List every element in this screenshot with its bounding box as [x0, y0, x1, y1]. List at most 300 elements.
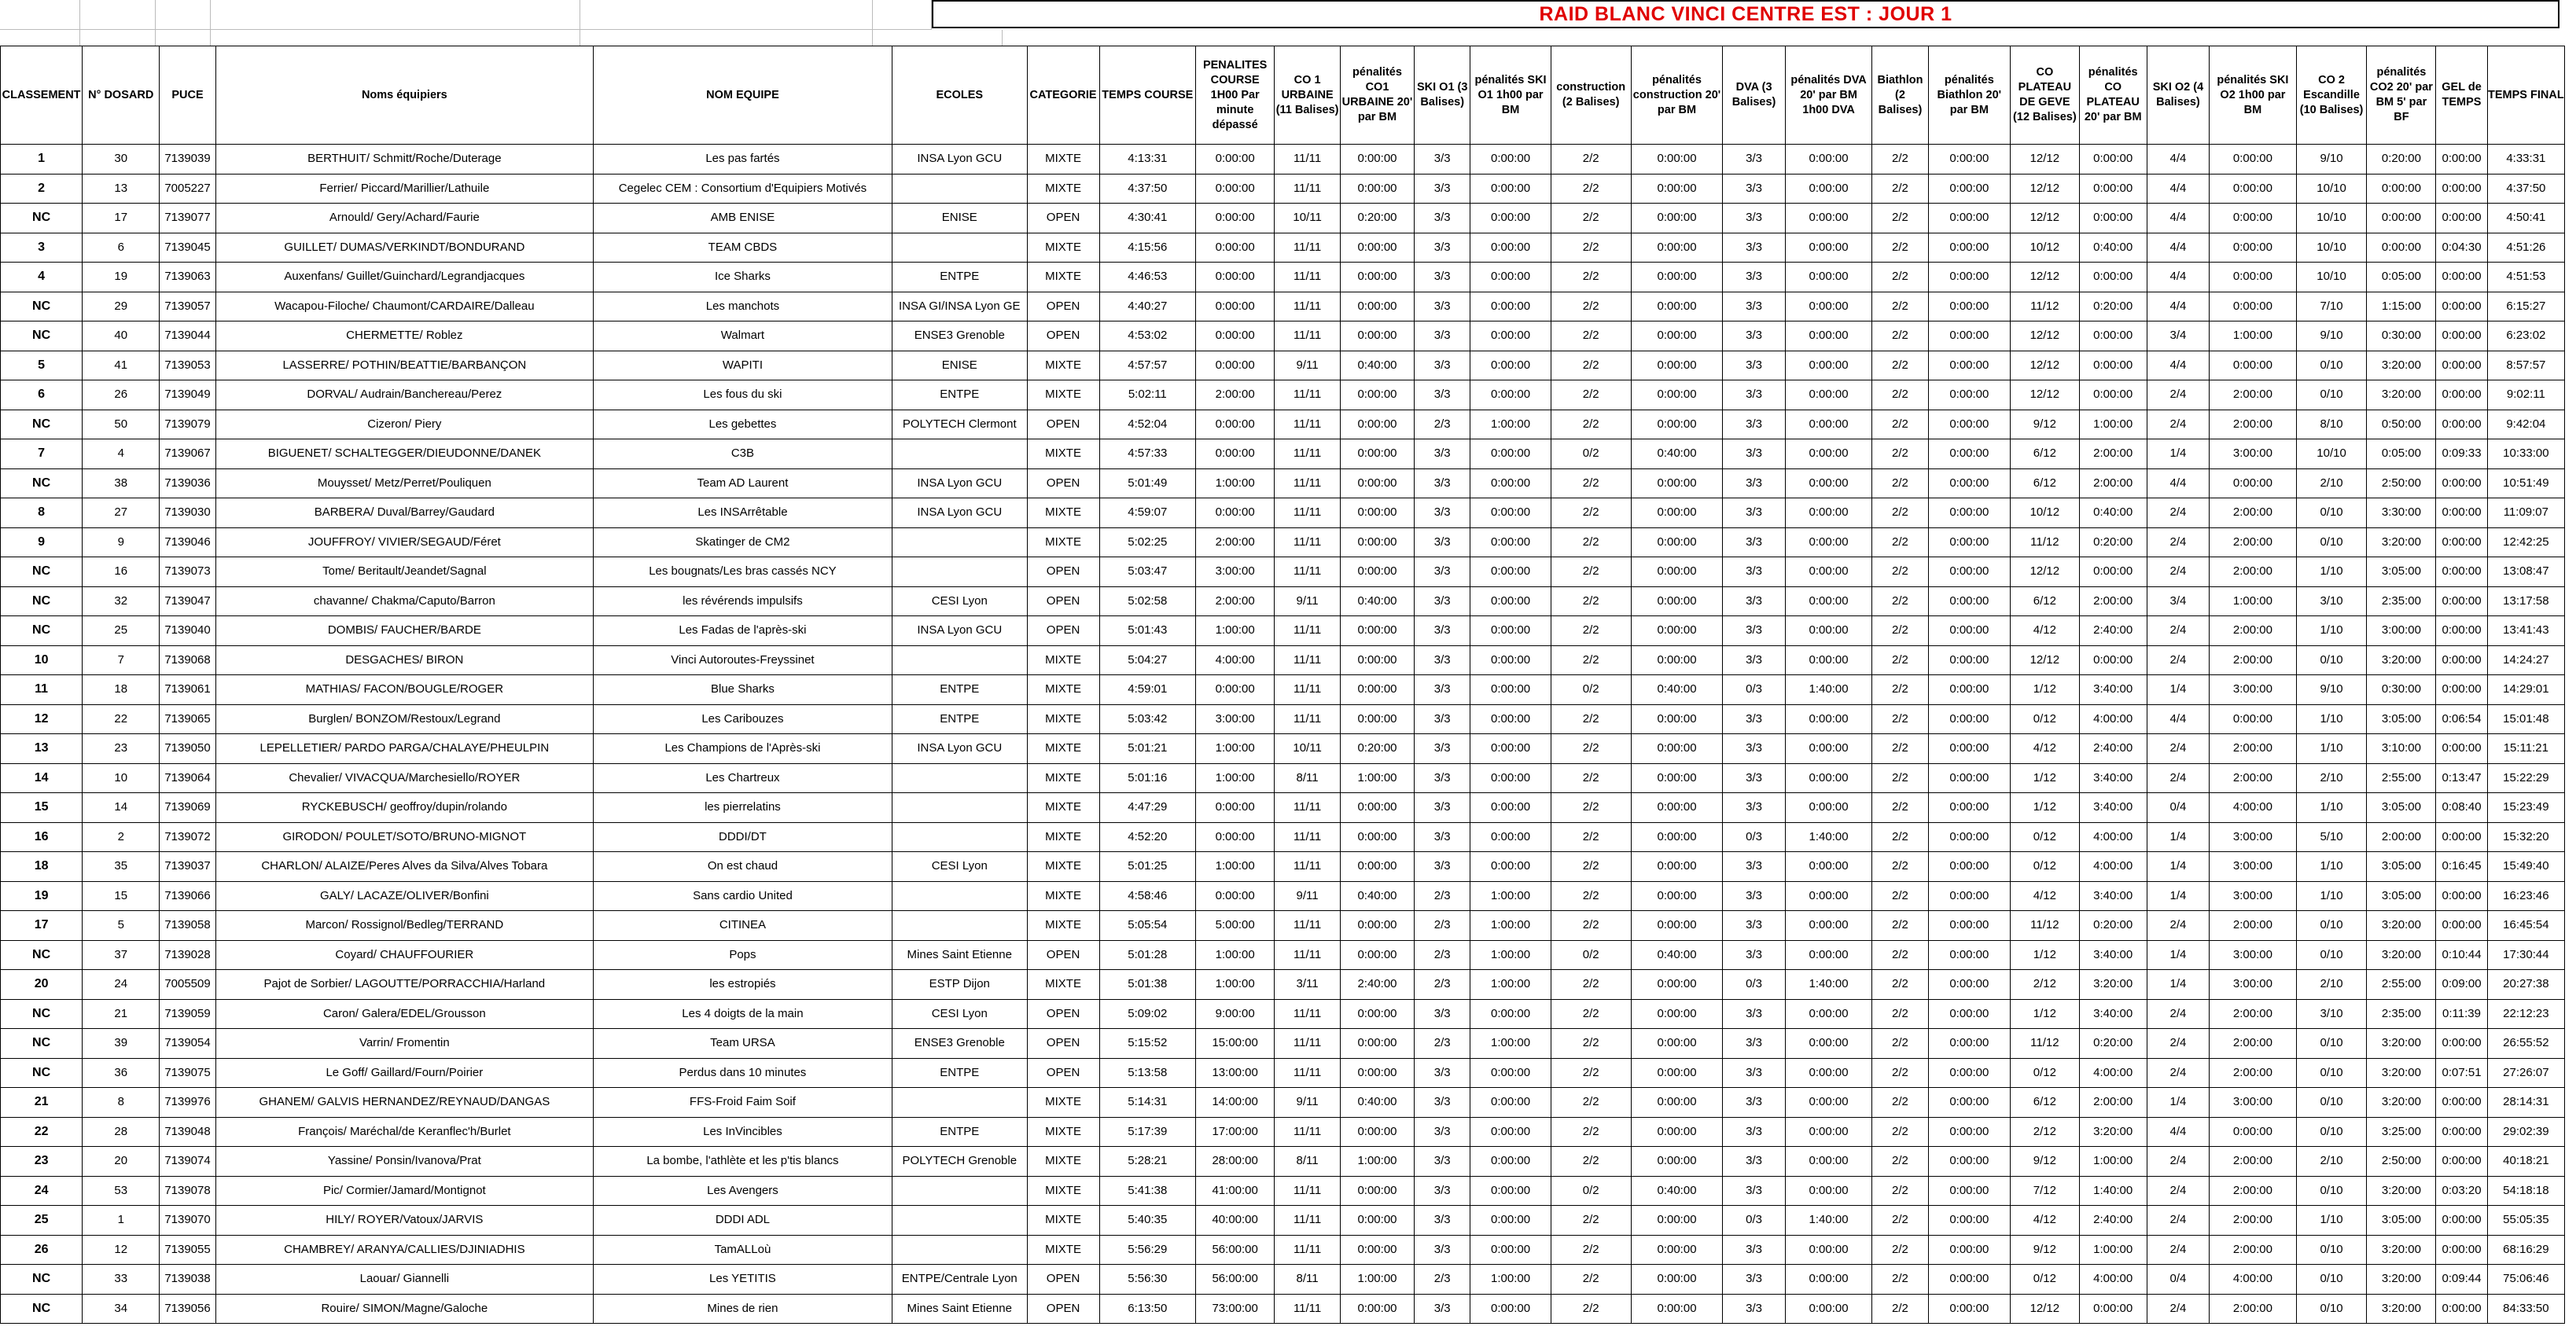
table-cell[interactable]: 11/11 [1275, 498, 1341, 528]
table-cell[interactable]: 3/3 [1723, 380, 1786, 410]
column-header[interactable]: SKI O2 (4 Balises) [2147, 46, 2210, 145]
table-cell[interactable]: 11/12 [2010, 527, 2079, 557]
table-cell[interactable]: 56:00:00 [1196, 1235, 1275, 1265]
table-cell[interactable]: 0:00:00 [1470, 852, 1551, 882]
table-cell[interactable]: 5:13:58 [1099, 1058, 1196, 1088]
table-cell[interactable]: 2/2 [1551, 1206, 1631, 1236]
table-cell[interactable]: 3/3 [1414, 1147, 1470, 1177]
table-cell[interactable]: 0:00:00 [1631, 1029, 1722, 1059]
table-cell[interactable]: 0:00:00 [1631, 704, 1722, 734]
table-cell[interactable]: 0:00:00 [2436, 1294, 2487, 1324]
table-cell[interactable]: 50 [83, 410, 160, 439]
table-cell[interactable]: Wacapou-Filoche/ Chaumont/CARDAIRE/Dalleau [215, 292, 593, 321]
table-cell[interactable]: 7139072 [160, 822, 216, 852]
table-cell[interactable]: 3:00:00 [2210, 852, 2296, 882]
table-cell[interactable]: François/ Maréchal/de Keranflec'h/Burlet [215, 1117, 593, 1147]
table-cell[interactable]: 9:00:00 [1196, 999, 1275, 1029]
table-cell[interactable]: 0:00:00 [1631, 233, 1722, 263]
table-cell[interactable]: Mines de rien [593, 1294, 892, 1324]
table-cell[interactable]: 7139048 [160, 1117, 216, 1147]
table-cell[interactable]: 2/2 [1872, 1117, 1929, 1147]
table-cell[interactable]: 0:00:00 [1785, 321, 1871, 351]
table-cell[interactable]: 0:00:00 [1631, 734, 1722, 764]
table-cell[interactable]: NC [1, 204, 83, 233]
table-cell[interactable]: 0:00:00 [1196, 439, 1275, 469]
table-cell[interactable]: 36 [83, 1058, 160, 1088]
table-cell[interactable]: 0:20:00 [1340, 204, 1414, 233]
table-cell[interactable]: Les Fadas de l'après-ski [593, 616, 892, 646]
table-cell[interactable]: 0:00:00 [1928, 586, 2010, 616]
table-cell[interactable]: NC [1, 557, 83, 587]
table-cell[interactable]: 0:03:20 [2436, 1176, 2487, 1206]
table-cell[interactable]: 4:46:53 [1099, 263, 1196, 292]
table-cell[interactable]: 2/4 [2147, 410, 2210, 439]
table-cell[interactable]: 0:00:00 [1470, 1058, 1551, 1088]
table-cell[interactable]: 2/2 [1551, 1088, 1631, 1118]
table-cell[interactable]: 3:00:00 [1196, 704, 1275, 734]
table-cell[interactable]: 7139070 [160, 1206, 216, 1236]
table-cell[interactable]: 0:00:00 [2436, 911, 2487, 941]
column-header[interactable]: GEL de TEMPS [2436, 46, 2487, 145]
table-cell[interactable]: 2/3 [1414, 1265, 1470, 1295]
table-cell[interactable]: 0:00:00 [1928, 1147, 2010, 1177]
table-cell[interactable]: 3/3 [1723, 1147, 1786, 1177]
table-cell[interactable]: 0:09:00 [2436, 970, 2487, 1000]
table-cell[interactable]: 0:00:00 [1340, 439, 1414, 469]
table-cell[interactable]: 0:00:00 [1785, 852, 1871, 882]
table-cell[interactable]: 0:00:00 [1340, 498, 1414, 528]
table-cell[interactable]: 5:01:28 [1099, 940, 1196, 970]
table-cell[interactable]: 0:00:00 [1928, 1029, 2010, 1059]
table-cell[interactable]: 2:00:00 [2210, 734, 2296, 764]
table-cell[interactable]: 15:49:40 [2487, 852, 2564, 882]
table-cell[interactable]: les révérends impulsifs [593, 586, 892, 616]
table-cell[interactable]: 11/11 [1275, 1294, 1341, 1324]
table-cell[interactable]: MIXTE [1027, 527, 1099, 557]
table-cell[interactable]: 16 [83, 557, 160, 587]
table-cell[interactable]: 4:00:00 [2210, 793, 2296, 823]
table-cell[interactable]: Les Avengers [593, 1176, 892, 1206]
table-cell[interactable]: 12/12 [2010, 263, 2079, 292]
table-cell[interactable]: 3:40:00 [2079, 999, 2147, 1029]
table-cell[interactable]: 2/2 [1872, 410, 1929, 439]
table-cell[interactable]: 3/3 [1414, 793, 1470, 823]
table-cell[interactable]: 28:14:31 [2487, 1088, 2564, 1118]
table-cell[interactable]: 4:37:50 [1099, 174, 1196, 204]
table-cell[interactable]: 2:00:00 [2079, 586, 2147, 616]
table-cell[interactable]: OPEN [1027, 1029, 1099, 1059]
table-cell[interactable]: 0:00:00 [1928, 852, 2010, 882]
table-cell[interactable]: 0:00:00 [2079, 174, 2147, 204]
table-cell[interactable]: 2/4 [2147, 557, 2210, 587]
table-cell[interactable]: 0:00:00 [2436, 1147, 2487, 1177]
table-cell[interactable]: 0:00:00 [2210, 468, 2296, 498]
table-cell[interactable]: 0:00:00 [1470, 675, 1551, 705]
table-cell[interactable]: 3:00:00 [2367, 616, 2436, 646]
table-cell[interactable]: 2/2 [1872, 763, 1929, 793]
table-cell[interactable]: 2/2 [1551, 586, 1631, 616]
table-cell[interactable]: 9/11 [1275, 881, 1341, 911]
table-cell[interactable]: 39 [83, 1029, 160, 1059]
table-cell[interactable]: OPEN [1027, 292, 1099, 321]
table-cell[interactable]: ENTPE [892, 704, 1027, 734]
table-cell[interactable]: C3B [593, 439, 892, 469]
table-cell[interactable]: 2/2 [1551, 527, 1631, 557]
column-header[interactable]: pénalités CO2 20' par BM 5' par BF [2367, 46, 2436, 145]
table-cell[interactable]: 3/3 [1723, 586, 1786, 616]
table-cell[interactable]: 0:40:00 [1631, 439, 1722, 469]
table-cell[interactable]: 0:00:00 [1470, 263, 1551, 292]
table-cell[interactable]: Caron/ Galera/EDEL/Grousson [215, 999, 593, 1029]
table-cell[interactable]: 2:00:00 [1196, 586, 1275, 616]
table-cell[interactable]: 10/10 [2296, 174, 2367, 204]
table-cell[interactable]: 11/11 [1275, 527, 1341, 557]
table-cell[interactable]: MIXTE [1027, 734, 1099, 764]
table-cell[interactable]: OPEN [1027, 321, 1099, 351]
table-cell[interactable]: 3/3 [1414, 1294, 1470, 1324]
table-cell[interactable]: Rouire/ SIMON/Magne/Galoche [215, 1294, 593, 1324]
table-cell[interactable]: 20 [1, 970, 83, 1000]
table-cell[interactable]: 2/4 [2147, 645, 2210, 675]
table-cell[interactable]: 2/4 [2147, 616, 2210, 646]
table-cell[interactable]: 1:00:00 [1196, 468, 1275, 498]
table-cell[interactable]: 3/3 [1414, 292, 1470, 321]
table-cell[interactable]: 6:15:27 [2487, 292, 2564, 321]
table-cell[interactable]: INSA Lyon GCU [892, 616, 1027, 646]
table-cell[interactable]: 3/3 [1414, 527, 1470, 557]
table-cell[interactable]: 0:00:00 [1340, 527, 1414, 557]
table-cell[interactable]: 0:40:00 [1340, 881, 1414, 911]
table-cell[interactable]: 0/10 [2296, 1235, 2367, 1265]
table-cell[interactable]: 3:40:00 [2079, 881, 2147, 911]
table-cell[interactable]: 0:00:00 [1196, 321, 1275, 351]
table-cell[interactable]: 23 [83, 734, 160, 764]
table-cell[interactable]: CESI Lyon [892, 586, 1027, 616]
table-cell[interactable]: WAPITI [593, 351, 892, 380]
table-cell[interactable]: 1/10 [2296, 1206, 2367, 1236]
table-cell[interactable]: 0:00:00 [1928, 174, 2010, 204]
table-cell[interactable]: 12/12 [2010, 145, 2079, 175]
table-cell[interactable]: NC [1, 468, 83, 498]
table-cell[interactable]: 0:00:00 [1196, 233, 1275, 263]
table-cell[interactable]: chavanne/ Chakma/Caputo/Barron [215, 586, 593, 616]
table-cell[interactable]: 3/3 [1414, 763, 1470, 793]
table-cell[interactable]: 11/11 [1275, 675, 1341, 705]
table-cell[interactable]: 7005227 [160, 174, 216, 204]
table-cell[interactable]: DDDI/DT [593, 822, 892, 852]
table-cell[interactable]: 3:20:00 [2367, 911, 2436, 941]
table-cell[interactable]: 1/4 [2147, 940, 2210, 970]
table-cell[interactable]: 26 [1, 1235, 83, 1265]
table-cell[interactable]: 3/3 [1723, 263, 1786, 292]
column-header[interactable]: pénalités CO1 URBAINE 20' par BM [1340, 46, 1414, 145]
table-cell[interactable]: 4:50:41 [2487, 204, 2564, 233]
table-cell[interactable]: 9:42:04 [2487, 410, 2564, 439]
table-cell[interactable]: 0:00:00 [2436, 321, 2487, 351]
table-cell[interactable]: 1/4 [2147, 1088, 2210, 1118]
table-cell[interactable]: 0:00:00 [1340, 616, 1414, 646]
table-cell[interactable]: 25 [83, 616, 160, 646]
table-cell[interactable]: 0:00:00 [1196, 174, 1275, 204]
table-cell[interactable]: 22 [1, 1117, 83, 1147]
table-cell[interactable]: 7139068 [160, 645, 216, 675]
table-cell[interactable]: 0:00:00 [1785, 763, 1871, 793]
table-cell[interactable]: OPEN [1027, 1265, 1099, 1295]
table-cell[interactable]: 5:01:16 [1099, 763, 1196, 793]
table-cell[interactable]: 0:00:00 [1928, 321, 2010, 351]
table-cell[interactable]: 2/4 [2147, 1147, 2210, 1177]
table-cell[interactable]: 0:00:00 [1785, 999, 1871, 1029]
table-cell[interactable]: 12/12 [2010, 645, 2079, 675]
table-cell[interactable]: Burglen/ BONZOM/Restoux/Legrand [215, 704, 593, 734]
table-cell[interactable]: DOMBIS/ FAUCHER/BARDE [215, 616, 593, 646]
table-cell[interactable]: 0:00:00 [1785, 881, 1871, 911]
table-cell[interactable]: 10/10 [2296, 263, 2367, 292]
table-cell[interactable]: 0:00:00 [1470, 321, 1551, 351]
table-cell[interactable]: 11/12 [2010, 292, 2079, 321]
table-cell[interactable]: 29:02:39 [2487, 1117, 2564, 1147]
table-cell[interactable]: 1/12 [2010, 999, 2079, 1029]
table-cell[interactable]: NC [1, 292, 83, 321]
table-cell[interactable]: 2/2 [1551, 1294, 1631, 1324]
table-cell[interactable]: 2/4 [2147, 1029, 2210, 1059]
table-cell[interactable]: 0:00:00 [1340, 675, 1414, 705]
table-cell[interactable]: 3:00:00 [2210, 970, 2296, 1000]
table-cell[interactable]: ENSE3 Grenoble [892, 321, 1027, 351]
column-header[interactable]: CO PLATEAU DE GEVE (12 Balises) [2010, 46, 2079, 145]
table-cell[interactable]: MATHIAS/ FACON/BOUGLE/ROGER [215, 675, 593, 705]
table-cell[interactable]: 0:00:00 [1340, 940, 1414, 970]
table-cell[interactable]: 1:00:00 [1196, 616, 1275, 646]
table-cell[interactable]: 0:00:00 [1340, 233, 1414, 263]
table-cell[interactable]: 11/11 [1275, 263, 1341, 292]
table-cell[interactable]: 0/12 [2010, 704, 2079, 734]
table-cell[interactable]: 2:55:00 [2367, 763, 2436, 793]
table-cell[interactable]: 0:00:00 [1928, 498, 2010, 528]
table-cell[interactable]: 0:00:00 [1928, 1235, 2010, 1265]
table-cell[interactable]: 0:00:00 [2436, 263, 2487, 292]
table-cell[interactable]: 5:28:21 [1099, 1147, 1196, 1177]
table-cell[interactable]: 0:00:00 [1785, 468, 1871, 498]
table-cell[interactable]: 3/3 [1414, 822, 1470, 852]
table-cell[interactable]: 2/2 [1872, 527, 1929, 557]
table-cell[interactable]: 0:40:00 [2079, 498, 2147, 528]
table-cell[interactable]: NC [1, 940, 83, 970]
table-cell[interactable]: 3:40:00 [2079, 793, 2147, 823]
table-cell[interactable] [892, 911, 1027, 941]
table-cell[interactable]: 0:00:00 [1928, 1088, 2010, 1118]
table-cell[interactable]: 7139077 [160, 204, 216, 233]
table-cell[interactable]: 3/3 [1414, 263, 1470, 292]
table-cell[interactable]: 0:00:00 [1928, 1206, 2010, 1236]
table-cell[interactable]: 3:20:00 [2367, 1235, 2436, 1265]
table-cell[interactable]: 2/2 [1551, 204, 1631, 233]
table-cell[interactable]: 0:00:00 [1196, 822, 1275, 852]
table-cell[interactable]: MIXTE [1027, 763, 1099, 793]
table-cell[interactable]: 2/2 [1551, 822, 1631, 852]
table-cell[interactable]: Pajot de Sorbier/ LAGOUTTE/PORRACCHIA/Harland [215, 970, 593, 1000]
table-cell[interactable]: 3 [1, 233, 83, 263]
table-cell[interactable]: 2/2 [1872, 1029, 1929, 1059]
table-cell[interactable]: 10/11 [1275, 734, 1341, 764]
table-cell[interactable]: 6:23:02 [2487, 321, 2564, 351]
table-cell[interactable] [892, 763, 1027, 793]
table-cell[interactable]: 0:00:00 [1928, 468, 2010, 498]
table-cell[interactable]: ENISE [892, 351, 1027, 380]
table-cell[interactable]: 0:00:00 [1470, 204, 1551, 233]
table-cell[interactable]: 0:00:00 [1928, 763, 2010, 793]
table-cell[interactable]: Varrin/ Fromentin [215, 1029, 593, 1059]
table-cell[interactable] [892, 881, 1027, 911]
table-cell[interactable]: Perdus dans 10 minutes [593, 1058, 892, 1088]
table-cell[interactable]: 2:00:00 [2210, 763, 2296, 793]
table-cell[interactable]: 5:56:30 [1099, 1265, 1196, 1295]
table-cell[interactable]: 2:00:00 [2210, 527, 2296, 557]
table-cell[interactable]: 1/10 [2296, 793, 2367, 823]
table-cell[interactable]: 3:05:00 [2367, 1206, 2436, 1236]
table-cell[interactable]: 7139054 [160, 1029, 216, 1059]
table-cell[interactable]: 1:00:00 [2210, 586, 2296, 616]
table-cell[interactable]: 0:00:00 [1631, 822, 1722, 852]
table-cell[interactable]: 2:55:00 [2367, 970, 2436, 1000]
table-cell[interactable]: DORVAL/ Audrain/Banchereau/Perez [215, 380, 593, 410]
table-cell[interactable]: 0:00:00 [1196, 204, 1275, 233]
table-cell[interactable]: 0:00:00 [2079, 645, 2147, 675]
table-cell[interactable]: 11/11 [1275, 911, 1341, 941]
table-cell[interactable]: 3/3 [1723, 881, 1786, 911]
table-cell[interactable]: 3:05:00 [2367, 557, 2436, 587]
table-cell[interactable]: 13:08:47 [2487, 557, 2564, 587]
table-cell[interactable]: 12/12 [2010, 351, 2079, 380]
table-cell[interactable]: 0:40:00 [1631, 675, 1722, 705]
table-cell[interactable]: 3/3 [1723, 734, 1786, 764]
table-cell[interactable]: ENSE3 Grenoble [892, 1029, 1027, 1059]
table-cell[interactable]: 2/2 [1551, 145, 1631, 175]
table-cell[interactable]: 3/3 [1723, 1088, 1786, 1118]
table-cell[interactable]: 0:00:00 [1928, 380, 2010, 410]
table-cell[interactable]: 1:40:00 [1785, 1206, 1871, 1236]
table-cell[interactable]: MIXTE [1027, 911, 1099, 941]
table-cell[interactable]: 0:40:00 [1631, 1176, 1722, 1206]
table-cell[interactable]: 2/2 [1872, 586, 1929, 616]
table-cell[interactable]: DESGACHES/ BIRON [215, 645, 593, 675]
table-cell[interactable]: 4:57:57 [1099, 351, 1196, 380]
table-cell[interactable]: 2/2 [1872, 645, 1929, 675]
table-cell[interactable]: 0:00:00 [1470, 380, 1551, 410]
table-cell[interactable]: 17 [1, 911, 83, 941]
table-cell[interactable]: 2/4 [2147, 1294, 2210, 1324]
table-cell[interactable]: 4:00:00 [2079, 822, 2147, 852]
table-cell[interactable]: 2/2 [1551, 1029, 1631, 1059]
table-cell[interactable]: 0:00:00 [2079, 351, 2147, 380]
table-cell[interactable]: 35 [83, 852, 160, 882]
table-cell[interactable]: 0/3 [1723, 1206, 1786, 1236]
table-cell[interactable]: 3/3 [1414, 586, 1470, 616]
table-cell[interactable]: 3/3 [1723, 1029, 1786, 1059]
table-cell[interactable]: 0:00:00 [2436, 734, 2487, 764]
table-cell[interactable]: 2/2 [1872, 263, 1929, 292]
table-cell[interactable]: 3/3 [1414, 174, 1470, 204]
table-cell[interactable]: 0:00:00 [1470, 822, 1551, 852]
table-cell[interactable]: 3/3 [1723, 999, 1786, 1029]
table-cell[interactable]: 2/4 [2147, 763, 2210, 793]
table-cell[interactable]: ENTPE [892, 675, 1027, 705]
table-cell[interactable]: 17:30:44 [2487, 940, 2564, 970]
table-cell[interactable]: 0:00:00 [1928, 557, 2010, 587]
table-cell[interactable]: 4:53:02 [1099, 321, 1196, 351]
table-cell[interactable]: GUILLET/ DUMAS/VERKINDT/BONDURAND [215, 233, 593, 263]
table-cell[interactable]: 10/10 [2296, 233, 2367, 263]
table-cell[interactable]: 3:05:00 [2367, 704, 2436, 734]
table-cell[interactable]: 4/4 [2147, 704, 2210, 734]
table-cell[interactable]: 0/12 [2010, 1265, 2079, 1295]
table-cell[interactable]: 1/10 [2296, 704, 2367, 734]
table-cell[interactable]: 7139030 [160, 498, 216, 528]
table-cell[interactable]: 0:00:00 [1470, 1235, 1551, 1265]
table-cell[interactable]: 0:00:00 [1631, 586, 1722, 616]
table-cell[interactable]: 9:02:11 [2487, 380, 2564, 410]
table-cell[interactable]: 3/3 [1414, 1235, 1470, 1265]
table-cell[interactable]: MIXTE [1027, 1147, 1099, 1177]
table-cell[interactable]: 0/12 [2010, 852, 2079, 882]
table-cell[interactable]: 9/12 [2010, 410, 2079, 439]
table-cell[interactable]: 3:00:00 [2210, 940, 2296, 970]
table-cell[interactable]: 2/2 [1872, 174, 1929, 204]
table-cell[interactable]: 0:00:00 [1340, 410, 1414, 439]
table-cell[interactable]: 3/3 [1414, 498, 1470, 528]
table-cell[interactable]: 2/2 [1872, 704, 1929, 734]
table-cell[interactable]: 0:00:00 [1928, 793, 2010, 823]
table-cell[interactable]: CHAMBREY/ ARANYA/CALLIES/DJINIADHIS [215, 1235, 593, 1265]
table-cell[interactable]: GALY/ LACAZE/OLIVER/Bonfini [215, 881, 593, 911]
table-cell[interactable]: 3/3 [1414, 1206, 1470, 1236]
table-cell[interactable]: 4:52:04 [1099, 410, 1196, 439]
table-cell[interactable]: 2/3 [1414, 940, 1470, 970]
table-cell[interactable]: 1:00:00 [1196, 763, 1275, 793]
table-cell[interactable]: 4:47:29 [1099, 793, 1196, 823]
table-cell[interactable]: 2/2 [1551, 1235, 1631, 1265]
table-cell[interactable]: 0:50:00 [2367, 410, 2436, 439]
table-cell[interactable]: 26 [83, 380, 160, 410]
table-cell[interactable]: 11/12 [2010, 1029, 2079, 1059]
table-cell[interactable]: 3:00:00 [2210, 822, 2296, 852]
table-cell[interactable]: 7139037 [160, 852, 216, 882]
table-cell[interactable]: OPEN [1027, 204, 1099, 233]
column-header[interactable]: Noms équipiers [215, 46, 593, 145]
column-header[interactable]: CATEGORIE [1027, 46, 1099, 145]
table-cell[interactable]: 1/4 [2147, 439, 2210, 469]
table-cell[interactable]: 0:00:00 [1340, 380, 1414, 410]
table-cell[interactable]: NC [1, 999, 83, 1029]
table-cell[interactable]: 6 [83, 233, 160, 263]
table-cell[interactable]: 0:00:00 [2436, 1088, 2487, 1118]
table-cell[interactable]: 0:00:00 [1470, 704, 1551, 734]
table-cell[interactable]: 0:00:00 [1470, 468, 1551, 498]
table-cell[interactable]: 5:01:25 [1099, 852, 1196, 882]
table-cell[interactable]: 4:59:01 [1099, 675, 1196, 705]
table-cell[interactable]: 2:00:00 [2210, 1176, 2296, 1206]
table-cell[interactable]: 0:00:00 [1785, 145, 1871, 175]
table-cell[interactable]: 7139058 [160, 911, 216, 941]
table-cell[interactable]: JOUFFROY/ VIVIER/SEGAUD/Féret [215, 527, 593, 557]
table-cell[interactable]: Les YETITIS [593, 1265, 892, 1295]
table-cell[interactable]: 0:00:00 [1928, 1265, 2010, 1295]
table-cell[interactable]: 2/10 [2296, 1147, 2367, 1177]
table-cell[interactable]: 24 [1, 1176, 83, 1206]
table-cell[interactable]: 1:00:00 [1470, 911, 1551, 941]
table-cell[interactable]: 40:18:21 [2487, 1147, 2564, 1177]
table-cell[interactable]: 0:00:00 [1631, 263, 1722, 292]
